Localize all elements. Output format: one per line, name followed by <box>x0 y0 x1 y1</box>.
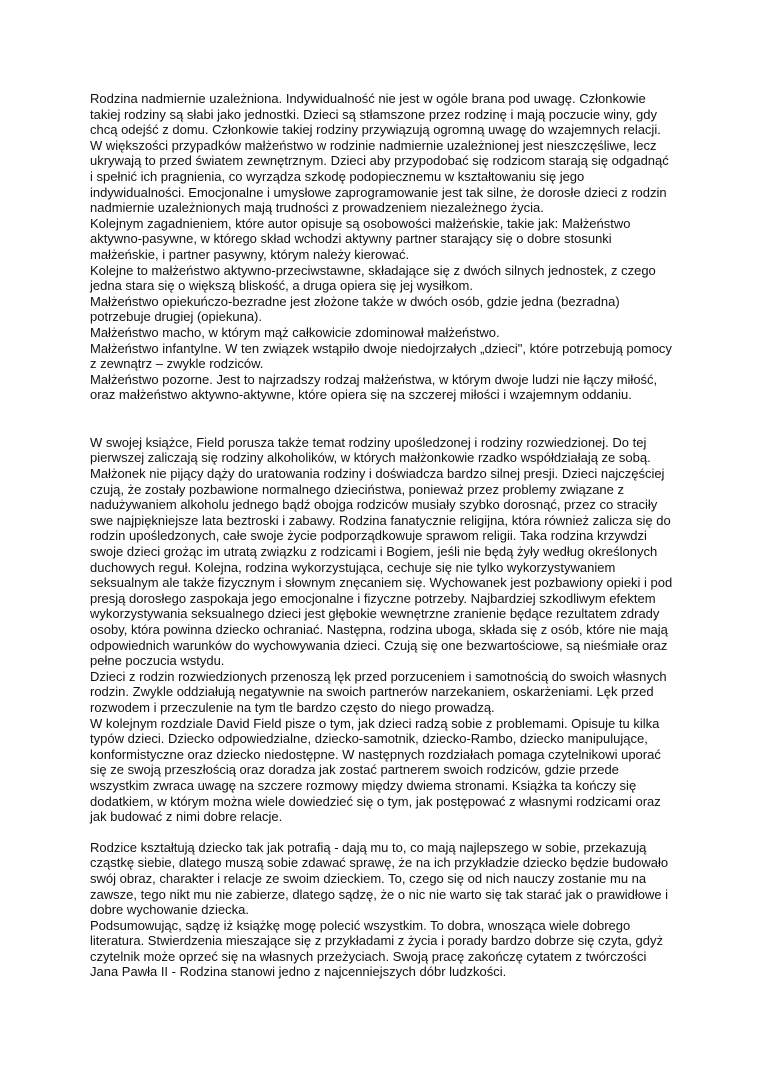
paragraph: Rodzina nadmiernie uzależniona. Indywidualność nie jest w ogóle brana pod uwagę. Członkowie takiej rodziny są słabi jako jednostki. Dzieci są stłamszone przez rodzinę i mają poczucie winy, gdy chcą odejść z domu. Członkowie takiej rodziny przywiązują ogromną uwagę do wzajemnych relacji. W większości przypadków małżeństwo w rodzinie nadmiernie uzależnionej jest nieszczęśliwe, lecz ukrywają to przed światem zewnętrznym. Dzieci aby przypodobać się rodzicom starają się odgadnąć i spełnić ich pragnienia, co wyrządza szkodę podopiecznemu w kształtowaniu się jego indywidualności. Emocjonalne i umysłowe zaprogramowanie jest tak silne, że dorosłe dzieci z rodzin nadmiernie uzależnionych mają trudności z prowadzeniem niezależnego życia. <box>90 91 669 216</box>
paragraph: Małżeństwo infantylne. W ten związek wstąpiło dwoje niedojrzałych „dzieci", które potrzebują pomocy z zewnątrz – zwykle rodziców. <box>90 340 672 372</box>
section-family-types <box>90 91 675 403</box>
document-page <box>90 91 675 980</box>
section-impaired-families <box>90 435 675 825</box>
paragraph: Małżeństwo pozorne. Jest to najrzadszy rodzaj małżeństwa, w którym dwoje ludzi nie łączy miłość, oraz małżeństwo aktywno-aktywne, które opiera się na szczerej miłości i wzajemnym oddaniu. <box>90 371 658 403</box>
section-conclusion <box>90 840 675 980</box>
paragraph: Małżeństwo macho, w którym mąż całkowicie zdominował małżeństwo. <box>90 324 500 340</box>
paragraph: Kolejnym zagadnieniem, które autor opisuje są osobowości małżeńskie, takie jak: Małżeństwo aktywno-pasywne, w którego skład wchodzi aktywny partner starający się o dobre stosunki małżeńskie, i partner pasywny, którym należy kierować. <box>90 215 631 262</box>
paragraph: Podsumowując, sądzę iż książkę mogę polecić wszystkim. To dobra, wnosząca wiele dobrego literatura. Stwierdzenia mieszające się z przykładami z życia i porady bardzo dobrze się czyta, gdyż czytelnik może oprzeć się na własnych przeżyciach. Swoją pracę zakończę cytatem z twórczości Jana Pawła II - Rodzina stanowi jedno z najcenniejszych dóbr ludzkości. <box>90 917 663 980</box>
section-spacer <box>90 825 675 840</box>
paragraph: Rodzice kształtują dziecko tak jak potrafią - dają mu to, co mają najlepszego w sobie, przekazują cząstkę siebie, dlatego muszą sobie zdawać sprawę, że na ich przykładzie dziecko będzie budowało swój obraz, charakter i relacje ze swoim dzieckiem. To, czego się od nich nauczy zostanie mu na zawsze, tego nikt mu nie zabierze, dlatego sądzę, że o nic nie warto się tak starać jak o prawidłowe i dobre wychowanie dziecka. <box>90 839 669 918</box>
paragraph: Kolejne to małżeństwo aktywno-przeciwstawne, składające się z dwóch silnych jednostek, z czego jedna stara się o większą bliskość, a druga opiera się jej wysiłkom. <box>90 262 656 294</box>
paragraph: Małżeństwo opiekuńczo-bezradne jest złożone także w dwóch osób, gdzie jedna (bezradna) potrzebuje drugiej (opiekuna). <box>90 293 620 325</box>
paragraph: Dzieci z rodzin rozwiedzionych przenoszą lęk przed porzuceniem i samotnością do swoich własnych rodzin. Zwykle oddziałują negatywnie na swoich partnerów narzekaniem, oskarżeniami. Lęk przed rozwodem i przeczulenie na tym tle bardzo często do niego prowadzą. <box>90 668 667 715</box>
section-spacer <box>90 403 675 435</box>
paragraph: W swojej książce, Field porusza także temat rodziny upośledzonej i rodziny rozwiedzionej. Do tej pierwszej zaliczają się rodziny alkoholików, w których małżonkowie rzadko współdziałają ze sobą. Małżonek nie pijący dąży do uratowania rodziny i doświadcza bardzo silnej presji. Dzieci najczęściej czują, że zostały pozbawione normalnego dzieciństwa, ponieważ przez problemy związane z nadużywaniem alkoholu jednego bądź obojga rodziców musiały szybko dorosnąć, przez co straciły swe najpiękniejsze lata beztroski i zabawy. Rodzina fanatycznie religijna, która również zalicza się do rodzin upośledzonych, całe swoje życie podporządkowuje sprawom religii. Taka rodzina krzywdzi swoje dzieci grożąc im utratą związku z rodzicami i Bogiem, jeśli nie będą żyły według określonych duchowych reguł. Kolejna, rodzina wykorzystująca, cechuje się nie tylko wykorzystywaniem seksualnym ale także fizycznym i słownym znęcaniem się. Wychowanek jest pozbawiony opieki i pod presją dorosłego zaspokaja jego emocjonalne i fizyczne potrzeby. Najbardziej szkodliwym efektem wykorzystywania seksualnego dzieci jest głębokie wewnętrzne zranienie będące rezultatem zdrady osoby, która powinna dziecko ochraniać. Następna, rodzina uboga, składa się z osób, które nie mają odpowiednich warunków do wychowywania dzieci. Czują się one bezwartościowe, są nieśmiałe oraz pełne poczucia wstydu. <box>90 434 673 669</box>
paragraph: W kolejnym rozdziale David Field pisze o tym, jak dzieci radzą sobie z problemami. Opisuje tu kilka typów dzieci. Dziecko odpowiedzialne, dziecko-samotnik, dziecko-Rambo, dziecko manipulujące, konformistyczne oraz dziecko niedostępne. W następnych rozdziałach pomaga czytelnikowi uporać się ze swoją przeszłością oraz doradza jak zostać partnerem swoich rodziców, gdzie przede wszystkim zwraca uwagę na szczere rozmowy między dwiema stronami. Książka ta kończy się dodatkiem, w którym można wiele dowiedzieć się o tym, jak postępować z własnymi rodzicami oraz jak budować z nimi dobre relacje. <box>90 715 661 825</box>
